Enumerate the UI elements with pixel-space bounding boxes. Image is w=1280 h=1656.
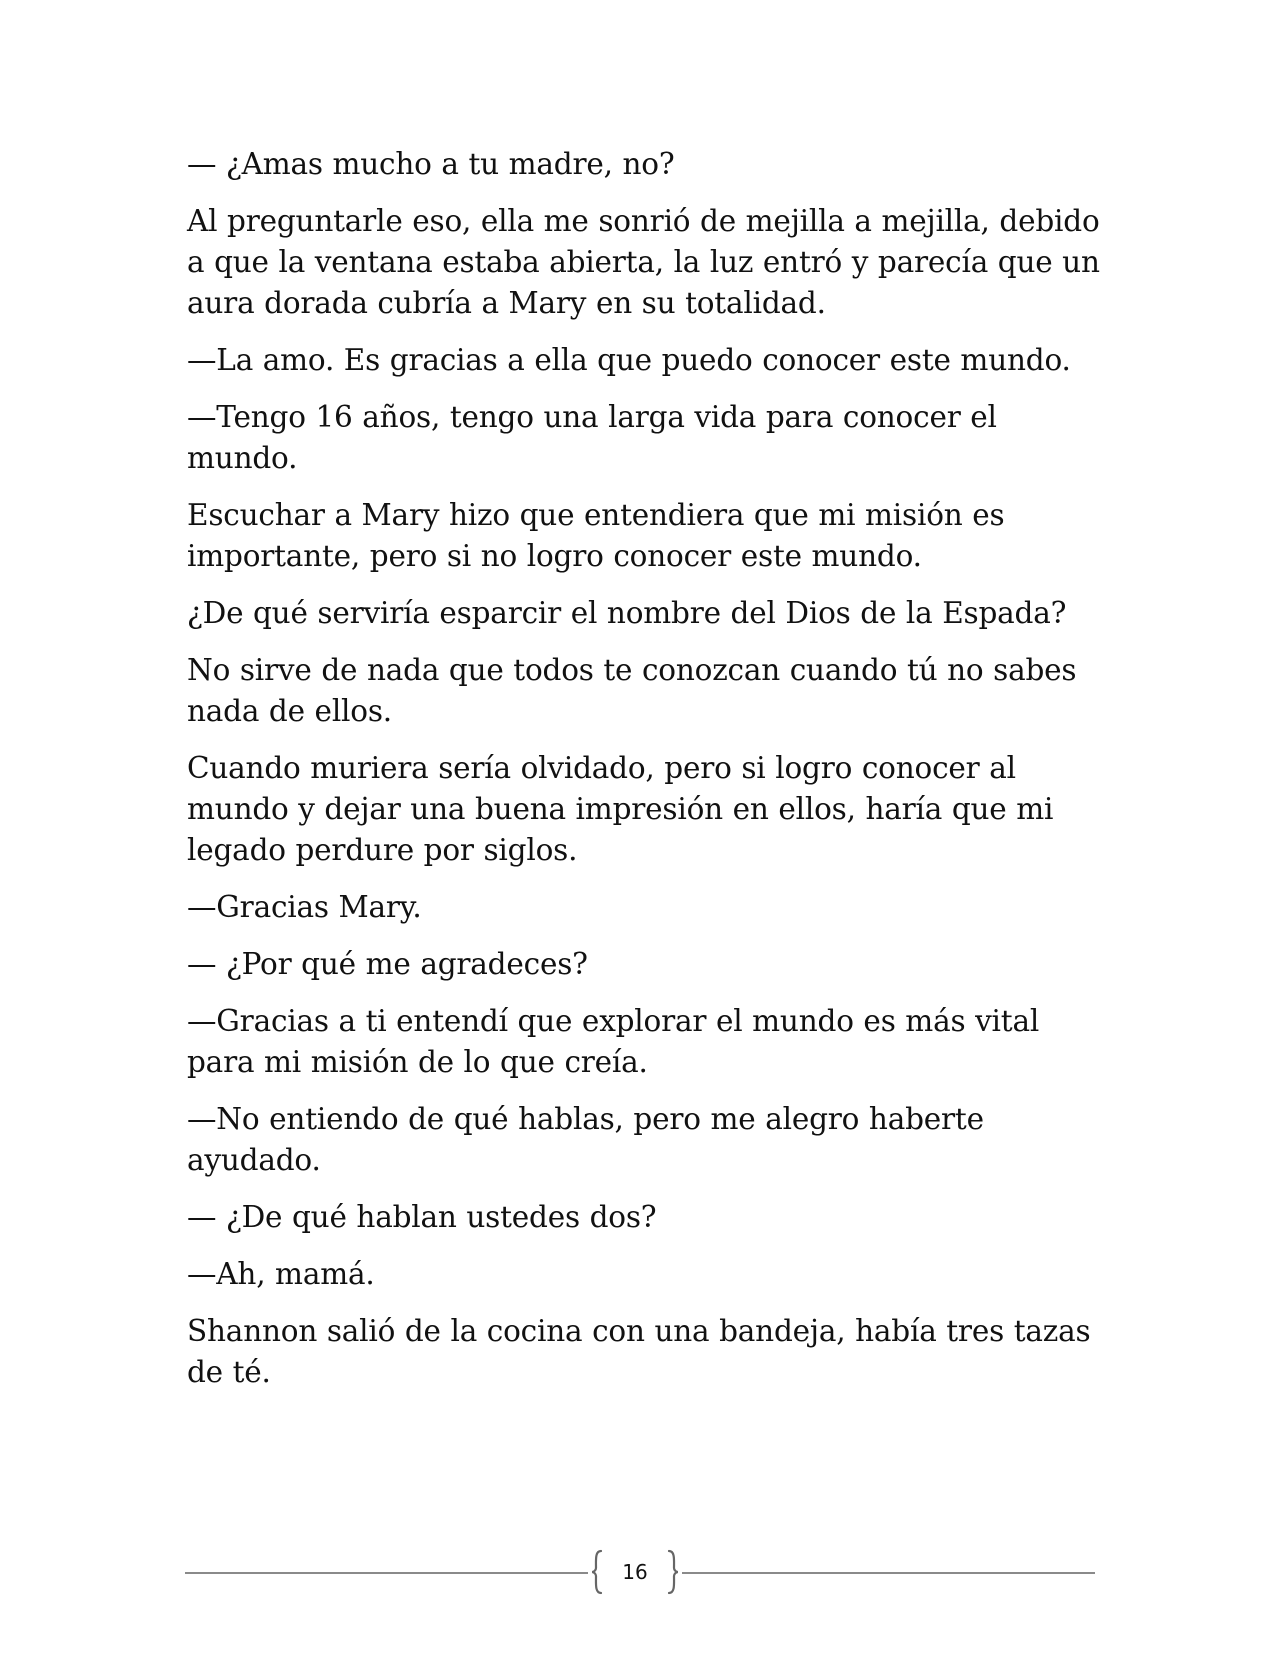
paragraph: — ¿De qué hablan ustedes dos?	[187, 1200, 657, 1234]
page-footer	[185, 1548, 1095, 1596]
paragraph: —No entiendo de qué hablas, pero me alegro haberte ayudado.	[187, 1102, 984, 1177]
footer-rule-left	[185, 1572, 588, 1574]
paragraph: — ¿Amas mucho a tu madre, no?	[187, 147, 675, 181]
paragraph: ¿De qué serviría esparcir el nombre del Dios de la Espada?	[187, 596, 1067, 630]
paragraph: Escuchar a Mary hizo que entendiera que mi misión es importante, pero si no logro conocer este mundo.	[187, 498, 1005, 573]
paragraph: Al preguntarle eso, ella me sonrió de mejilla a mejilla, debido a que la ventana estaba abierta, la luz entró y parecía que un aura dorada cubría a Mary en su totalidad.	[187, 204, 1100, 320]
left-brace-icon	[590, 1548, 604, 1596]
paragraph: —Gracias Mary.	[187, 890, 422, 924]
paragraph: Cuando muriera sería olvidado, pero si logro conocer al mundo y dejar una buena impresión en ellos, haría que mi legado perdure por siglos.	[187, 751, 1054, 867]
paragraph: —Tengo 16 años, tengo una larga vida para conocer el mundo.	[187, 400, 997, 475]
paragraph: —Ah, mamá.	[187, 1257, 375, 1291]
paragraph: —La amo. Es gracias a ella que puedo conocer este mundo.	[187, 343, 1071, 377]
paragraph: Shannon salió de la cocina con una bandeja, había tres tazas de té.	[187, 1314, 1091, 1389]
page-number: 16	[622, 1560, 648, 1584]
body-text	[187, 144, 1107, 1409]
right-brace-icon	[666, 1548, 680, 1596]
paragraph: No sirve de nada que todos te conozcan cuando tú no sabes nada de ellos.	[187, 653, 1077, 728]
paragraph: —Gracias a ti entendí que explorar el mundo es más vital para mi misión de lo que creía.	[187, 1004, 1040, 1079]
paragraph: — ¿Por qué me agradeces?	[187, 947, 588, 981]
footer-rule-right	[682, 1572, 1095, 1574]
